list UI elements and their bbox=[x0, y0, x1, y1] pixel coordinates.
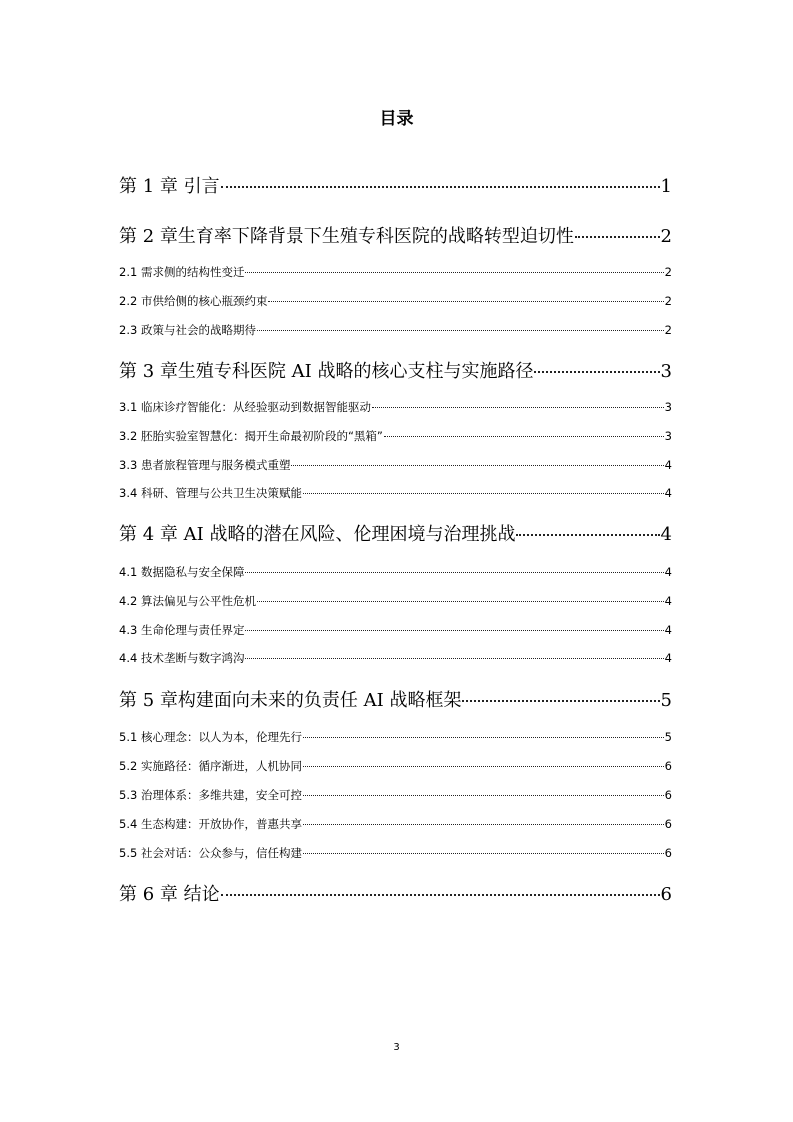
toc-chapter-entry[interactable] bbox=[119, 686, 672, 712]
dot-leader bbox=[245, 572, 663, 573]
dot-leader bbox=[257, 601, 664, 602]
toc-entry-label: 2.3 政策与社会的战略期待 bbox=[119, 323, 256, 337]
toc-entry-label: 3.3 患者旅程管理与服务模式重塑 bbox=[119, 458, 291, 472]
toc-entry-label: 3.2 胚胎实验室智慧化：揭开生命最初阶段的“黑箱” bbox=[119, 429, 383, 443]
toc-entry-page-number: 2 bbox=[664, 323, 672, 337]
toc-entry-label: 第 4 章 AI 战略的潜在风险、伦理困境与治理挑战 bbox=[119, 524, 516, 545]
dot-leader bbox=[384, 436, 664, 437]
toc-entry-page-number: 3 bbox=[664, 429, 672, 443]
toc-entry-page-number: 5 bbox=[664, 730, 672, 744]
toc-entry-label: 5.4 生态构建：开放协作，普惠共享 bbox=[119, 817, 302, 831]
toc-entry-label: 3.4 科研、管理与公共卫生决策赋能 bbox=[119, 486, 302, 500]
toc-section-entry[interactable] bbox=[119, 816, 672, 832]
toc-section-entry[interactable] bbox=[119, 729, 672, 745]
toc-section-entry[interactable] bbox=[119, 787, 672, 803]
toc-section-entry[interactable] bbox=[119, 758, 672, 774]
dot-leader bbox=[303, 766, 664, 767]
toc-entry-page-number: 1 bbox=[660, 176, 672, 197]
toc-entry-label: 第 2 章生育率下降背景下生殖专科医院的战略转型迫切性 bbox=[119, 226, 574, 247]
toc-section-entry[interactable] bbox=[119, 457, 672, 473]
toc-section-entry[interactable] bbox=[119, 593, 672, 609]
dot-leader bbox=[303, 824, 664, 825]
dot-leader bbox=[268, 301, 663, 302]
toc-entry-page-number: 4 bbox=[664, 486, 672, 500]
toc-entry-label: 第 6 章 结论 bbox=[119, 884, 220, 905]
dot-leader bbox=[575, 236, 660, 238]
toc-section-entry[interactable] bbox=[119, 264, 672, 280]
toc-section-entry[interactable] bbox=[119, 399, 672, 415]
toc-entry-page-number: 4 bbox=[664, 651, 672, 665]
toc-section-entry[interactable] bbox=[119, 293, 672, 309]
toc-chapter-entry[interactable] bbox=[119, 222, 672, 248]
toc-section-entry[interactable] bbox=[119, 564, 672, 580]
dot-leader bbox=[534, 371, 659, 373]
toc-entry-page-number: 5 bbox=[660, 690, 672, 711]
toc-entry-label: 5.5 社会对话：公众参与，信任构建 bbox=[119, 846, 302, 860]
toc-entry-page-number: 2 bbox=[664, 265, 672, 279]
toc-entry-label: 2.2 市供给侧的核心瓶颈约束 bbox=[119, 294, 268, 308]
dot-leader bbox=[257, 330, 664, 331]
toc-entry-page-number: 2 bbox=[664, 294, 672, 308]
toc-entry-page-number: 6 bbox=[660, 884, 672, 905]
dot-leader bbox=[372, 407, 664, 408]
dot-leader bbox=[291, 465, 663, 466]
toc-section-entry[interactable] bbox=[119, 845, 672, 861]
toc-entry-label: 第 3 章生殖专科医院 AI 战略的核心支柱与实施路径 bbox=[119, 361, 534, 382]
toc-section-entry[interactable] bbox=[119, 322, 672, 338]
toc-entry-label: 4.1 数据隐私与安全保障 bbox=[119, 565, 245, 579]
toc-chapter-entry[interactable] bbox=[119, 357, 672, 383]
toc-entry-page-number: 6 bbox=[664, 788, 672, 802]
toc-entry-page-number: 3 bbox=[664, 400, 672, 414]
toc-chapter-entry[interactable] bbox=[119, 520, 672, 546]
dot-leader bbox=[303, 795, 664, 796]
toc-entry-label: 5.2 实施路径：循序渐进，人机协同 bbox=[119, 759, 302, 773]
toc-entry-page-number: 4 bbox=[664, 458, 672, 472]
page-number: 3 bbox=[393, 1042, 400, 1053]
toc-entry-label: 第 1 章 引言 bbox=[119, 176, 220, 197]
toc-entry-label: 5.3 治理体系：多维共建，安全可控 bbox=[119, 788, 302, 802]
toc-entry-page-number: 6 bbox=[664, 817, 672, 831]
toc-chapter-entry[interactable] bbox=[119, 880, 672, 906]
toc-entry-page-number: 4 bbox=[660, 524, 672, 545]
toc-entry-page-number: 4 bbox=[664, 565, 672, 579]
toc-entry-page-number: 6 bbox=[664, 846, 672, 860]
toc-entry-page-number: 4 bbox=[664, 594, 672, 608]
toc-section-entry[interactable] bbox=[119, 650, 672, 666]
dot-leader bbox=[245, 630, 663, 631]
toc-entry-page-number: 3 bbox=[660, 361, 672, 382]
toc-section-entry[interactable] bbox=[119, 622, 672, 638]
dot-leader bbox=[462, 700, 659, 702]
dot-leader bbox=[516, 534, 659, 536]
dot-leader bbox=[303, 853, 664, 854]
toc-entry-page-number: 6 bbox=[664, 759, 672, 773]
toc-entry-label: 3.1 临床诊疗智能化：从经验驱动到数据智能驱动 bbox=[119, 400, 371, 414]
toc-section-entry[interactable] bbox=[119, 428, 672, 444]
page-title: 目录 bbox=[379, 109, 414, 129]
dot-leader bbox=[245, 658, 663, 659]
dot-leader bbox=[245, 272, 663, 273]
dot-leader bbox=[303, 737, 664, 738]
toc-entry-label: 第 5 章构建面向未来的负责任 AI 战略框架 bbox=[119, 690, 462, 711]
toc-chapter-entry[interactable] bbox=[119, 172, 672, 198]
dot-leader bbox=[303, 493, 664, 494]
toc-section-entry[interactable] bbox=[119, 485, 672, 501]
toc-entry-label: 5.1 核心理念：以人为本，伦理先行 bbox=[119, 730, 302, 744]
toc-entry-label: 4.2 算法偏见与公平性危机 bbox=[119, 594, 256, 608]
toc-entry-page-number: 4 bbox=[664, 623, 672, 637]
toc-entry-label: 4.4 技术垄断与数字鸿沟 bbox=[119, 651, 245, 665]
toc-entry-page-number: 2 bbox=[660, 226, 672, 247]
toc-entry-label: 4.3 生命伦理与责任界定 bbox=[119, 623, 245, 637]
dot-leader bbox=[221, 186, 660, 188]
dot-leader bbox=[221, 894, 660, 896]
toc-entry-label: 2.1 需求侧的结构性变迁 bbox=[119, 265, 245, 279]
